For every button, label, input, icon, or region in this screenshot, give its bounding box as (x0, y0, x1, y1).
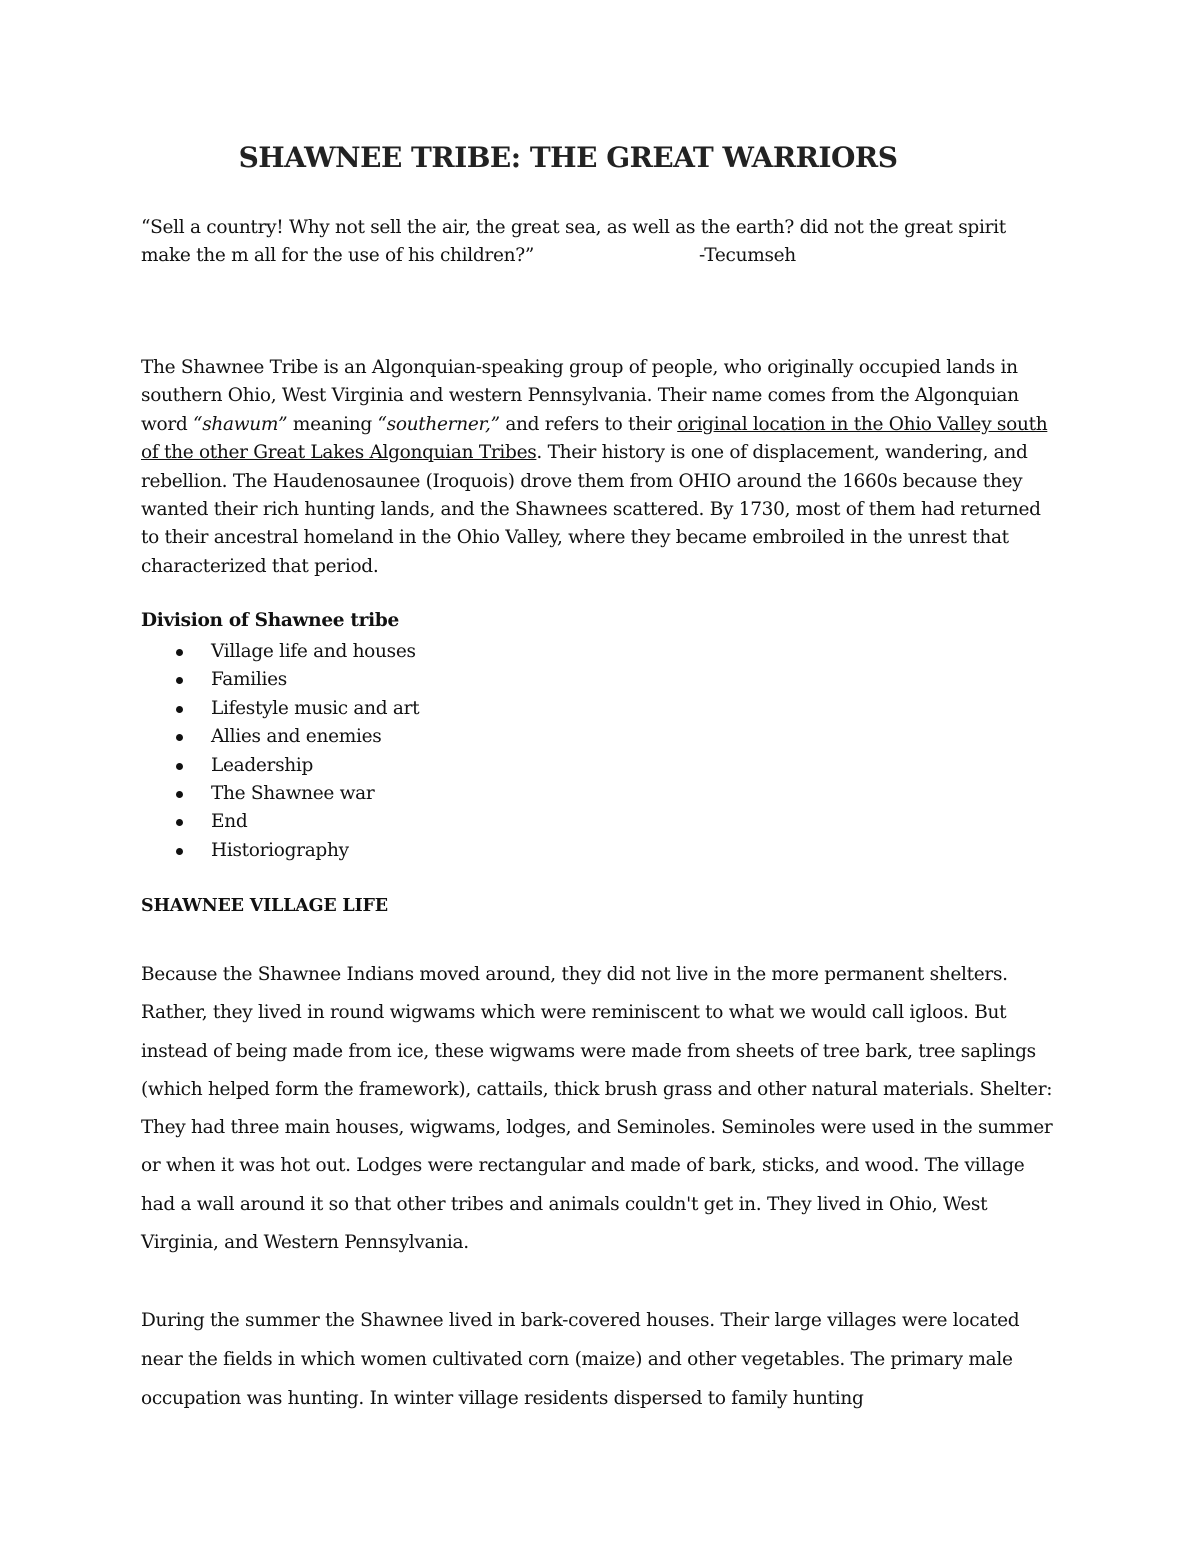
bullet-icon (176, 819, 183, 826)
intro-underlined-text: original location in the Ohio Valley south of the other Great Lakes Algonquian Tribes (141, 413, 1048, 464)
bullet-icon (176, 649, 183, 656)
village-paragraph-2: During the summer the Shawnee lived in bark-covered houses. Their large villages were located near the fields in which women cultivated corn (maize) and other vegetables. The primary male occupation was hunting. In winter village residents dispersed to family hunting (141, 1310, 1020, 1409)
intro-text-1: The Shawnee Tribe is an Algonquian-speaking group of people, who originally occupied lands in southern Ohio, West Virginia and western Pennsylvania. Their name comes from the Algonquian word (141, 357, 1019, 435)
bullet-icon (176, 763, 183, 770)
division-heading: Division of Shawnee tribe (141, 610, 399, 631)
list-item-label: The Shawnee war (211, 782, 375, 804)
document-title: SHAWNEE TRIBE: THE GREAT WARRIORS (238, 141, 898, 174)
quote-author: -Tecumseh (699, 245, 796, 266)
list-item (141, 837, 419, 865)
list-item (141, 695, 419, 723)
quote-line-2 (141, 242, 1061, 270)
list-item-label: Leadership (211, 754, 314, 776)
intro-term-southerner: “southerner,” (377, 413, 500, 435)
list-item-label: Allies and enemies (211, 726, 382, 748)
list-item-label: Families (211, 669, 287, 691)
quote-block (141, 214, 1061, 270)
intro-term-shawum: “shawum” (193, 413, 288, 435)
division-list (141, 638, 419, 865)
list-item (141, 666, 419, 694)
intro-text-3: and refers to their (499, 413, 678, 435)
list-item-label: Lifestyle music and art (211, 697, 420, 719)
intro-text-4: . Their history is one of displacement, wandering, and rebellion. The Haudenosaunee (Iroquois) drove them from OHIO around the 1660s because they wanted their rich hunting lands, and the Shawnees scattered. By 1730, most of them had returned to their ancestral homeland in the Ohio Valley, where they became embroiled in the unrest that characterized that period. (141, 442, 1041, 577)
list-item-label: End (211, 811, 248, 833)
quote-line-2-text: make the m all for the use of his children?” (141, 245, 534, 266)
list-item (141, 808, 419, 836)
bullet-icon (176, 706, 183, 713)
list-item (141, 752, 419, 780)
list-item-label: Historiography (211, 839, 349, 861)
list-item (141, 723, 419, 751)
intro-text-2: meaning (287, 413, 378, 435)
list-item (141, 780, 419, 808)
bullet-icon (176, 734, 183, 741)
quote-line-1: “Sell a country! Why not sell the air, the great sea, as well as the earth? did not the great spirit (141, 217, 1006, 238)
section-heading-village-life: SHAWNEE VILLAGE LIFE (141, 896, 388, 916)
bullet-icon (176, 791, 183, 798)
bullet-icon (176, 677, 183, 684)
list-item-label: Village life and houses (211, 641, 416, 662)
bullet-icon (176, 848, 183, 855)
village-paragraph-1: Because the Shawnee Indians moved around, they did not live in the more permanent shelters. Rather, they lived in round wigwams which were reminiscent to what we would call igloos. But instead of being made from ice, these wigwams were made from sheets of tree bark, tree saplings (which helped form the framework), cattails, thick brush grass and other natural materials. Shelter: They had three main houses, wigwams, lodges, and Seminoles. Seminoles were used in the summer or when it was hot out. Lodges were rectangular and made of bark, sticks, and wood. The village had a wall around it so that other tribes and animals couldn't get in. They lived in Ohio, West Virginia, and Western Pennsylvania. (141, 964, 1053, 1254)
intro-paragraph (141, 354, 1061, 581)
list-item (141, 638, 419, 666)
